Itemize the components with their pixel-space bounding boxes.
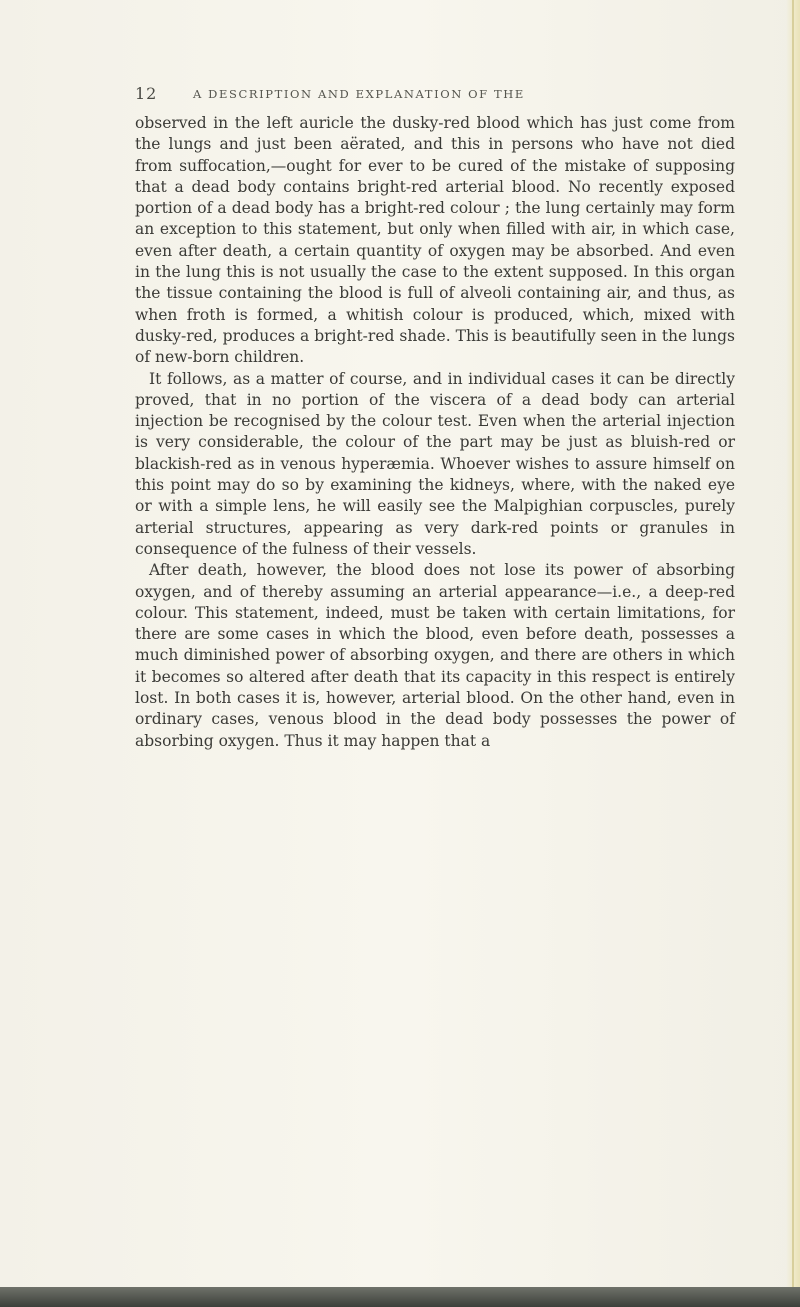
paragraph-3: After death, however, the blood does not lose its power of absorbing oxygen, and of thereby assuming an arterial appearance—i.e., a deep-red colour. This statement, indeed, must be taken with certain limitations, for there are some cases in which the blood, even before death, possesses a much diminished power of absorbing oxygen, and there are others in which it becomes so altered after death that its capacity in this respect is entirely lost. In both cases it is, however, arterial blood. On the other hand, even in ordinary cases, venous blood in the dead body possesses the power of absorbing oxygen. Thus it may happen that a	[135, 561, 735, 750]
page-edge-line	[792, 0, 794, 1307]
page-number: 12	[135, 84, 158, 103]
page-header	[135, 84, 735, 106]
body-text	[135, 113, 735, 752]
scan-bottom-shadow	[0, 1287, 800, 1307]
paragraph-1: observed in the left auricle the dusky-red blood which has just come from the lungs and just been aërated, and this in persons who have not died from suffocation,—ought for ever to be cured of the mistake of supposing that a dead body contains bright-red arterial blood. No recently exposed portion of a dead body has a bright-red colour ; the lung certainly may form an exception to this statement, but only when filled with air, in which case, even after death, a certain quantity of oxygen may be absorbed. And even in the lung this is not usually the case to the extent supposed. In this organ the tissue containing the blood is full of alveoli containing air, and thus, as when froth is formed, a whitish colour is produced, which, mixed with dusky-red, produces a bright-red shade. This is beautifully seen in the lungs of new-born children.	[135, 114, 735, 367]
paragraph-2: It follows, as a matter of course, and in individual cases it can be directly proved, that in no portion of the viscera of a dead body can arterial injection be recognised by the colour test. Even when the arterial injection is very considerable, the colour of the part may be just as bluish-red or blackish-red as in venous hyperæmia. Whoever wishes to assure himself on this point may do so by examining the kidneys, where, with the naked eye or with a simple lens, he will easily see the Malpighian corpuscles, purely arterial structures, appearing as very dark-red points or granules in consequence of the fulness of their vessels.	[135, 369, 735, 558]
running-head: A DESCRIPTION AND EXPLANATION OF THE	[193, 87, 525, 101]
